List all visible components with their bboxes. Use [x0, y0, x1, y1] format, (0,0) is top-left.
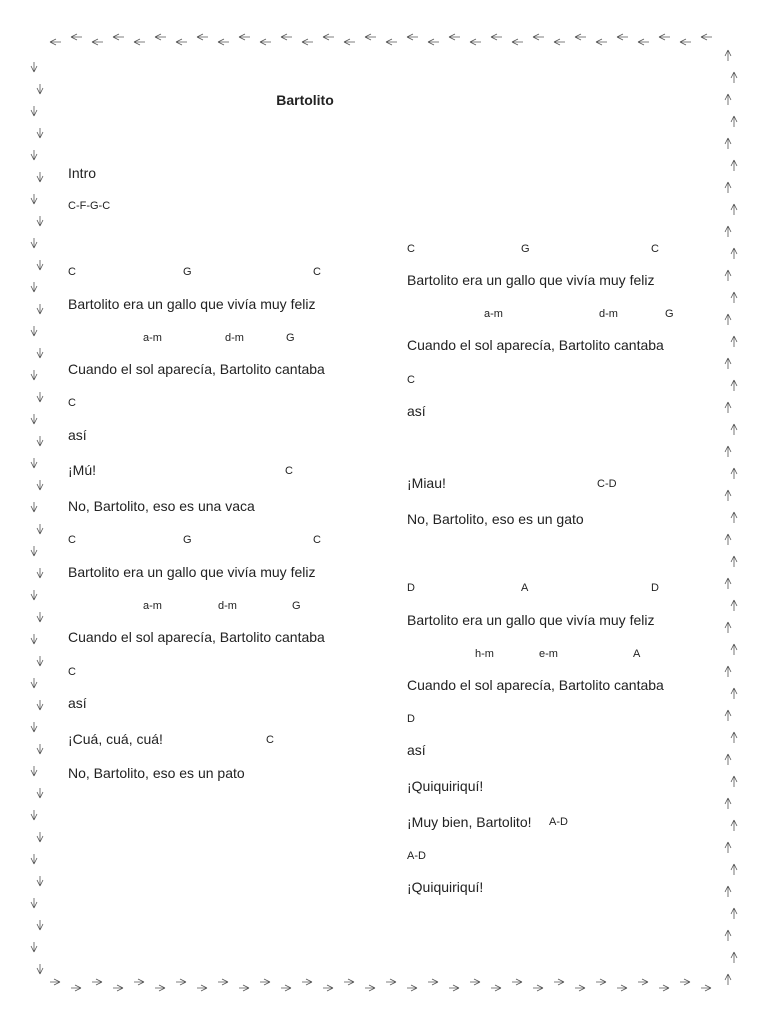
border-mark [731, 292, 737, 303]
border-mark [31, 282, 37, 292]
chord: a-m [143, 600, 162, 612]
border-mark [554, 979, 564, 985]
border-mark [680, 979, 690, 985]
chord: G [521, 243, 530, 255]
border-mark [37, 656, 43, 666]
border-mark [725, 622, 731, 633]
border-mark [731, 600, 737, 611]
border-mark [31, 502, 37, 512]
border-mark [725, 842, 731, 853]
lyric-line: Bartolito era un gallo que vivía muy feliz [407, 612, 655, 628]
chord: C [68, 534, 76, 546]
border-mark [725, 710, 731, 721]
chord: C [68, 666, 76, 678]
border-mark [731, 336, 737, 347]
border-mark [31, 458, 37, 468]
border-mark [725, 886, 731, 897]
border-mark [731, 952, 737, 963]
border-mark [239, 985, 249, 991]
border-mark [659, 34, 670, 40]
border-mark [533, 34, 544, 40]
border-mark [725, 358, 731, 369]
border-mark [731, 864, 737, 875]
border-mark [701, 985, 711, 991]
chord: a-m [484, 308, 503, 320]
border-mark [731, 468, 737, 479]
rooster-sound: ¡Quiquiriquí! [407, 879, 484, 895]
lyric-line: No, Bartolito, eso es un pato [68, 765, 245, 781]
border-mark [37, 700, 43, 710]
border-mark [302, 979, 312, 985]
border-mark [596, 979, 606, 985]
lyric-line: Cuando el sol aparecía, Bartolito cantaba [407, 337, 664, 353]
border-mark [617, 34, 628, 40]
border-mark [92, 979, 102, 985]
animal-sound: ¡Mú! [68, 462, 96, 478]
border-mark [302, 39, 313, 45]
border-mark [31, 942, 37, 952]
border-mark [731, 820, 737, 831]
border-mark [725, 490, 731, 501]
border-mark [31, 238, 37, 248]
chord: C [285, 465, 293, 477]
border-mark [428, 979, 438, 985]
chord: G [183, 534, 192, 546]
chord: C [407, 243, 415, 255]
border-mark [37, 216, 43, 226]
chord: C [68, 397, 76, 409]
lyric-line: No, Bartolito, eso es una vaca [68, 498, 255, 514]
border-mark [512, 979, 522, 985]
chord: D [407, 713, 415, 725]
border-mark [31, 194, 37, 204]
border-mark [31, 414, 37, 424]
border-mark [731, 116, 737, 127]
chord: C [68, 266, 76, 278]
border-mark [725, 270, 731, 281]
border-mark [725, 138, 731, 149]
border-mark [31, 62, 37, 72]
border-mark [470, 979, 480, 985]
lyric-line: así [407, 403, 426, 419]
border-mark [31, 370, 37, 380]
chord: h-m [475, 648, 494, 660]
border-mark [260, 979, 270, 985]
chord: C [313, 266, 321, 278]
lyric-line: así [407, 742, 426, 758]
border-mark [31, 766, 37, 776]
lyric-line: Bartolito era un gallo que vivía muy feliz [68, 564, 316, 580]
border-mark [92, 39, 103, 45]
animal-sound: ¡Cuá, cuá, cuá! [68, 731, 163, 747]
border-mark [113, 985, 123, 991]
border-mark [155, 34, 166, 40]
border-mark [37, 788, 43, 798]
border-mark [197, 34, 208, 40]
chord: a-m [143, 332, 162, 344]
border-mark [725, 798, 731, 809]
chord: D [407, 582, 415, 594]
border-mark [407, 985, 417, 991]
border-mark [386, 979, 396, 985]
chord: D [651, 582, 659, 594]
border-mark [31, 106, 37, 116]
border-mark [491, 34, 502, 40]
border-mark [31, 854, 37, 864]
border-mark [37, 480, 43, 490]
border-mark [31, 150, 37, 160]
lyric-line: así [68, 695, 87, 711]
border-mark [731, 248, 737, 259]
border-mark [725, 974, 731, 985]
border-mark [725, 402, 731, 413]
border-mark [37, 568, 43, 578]
intro-label: Intro [68, 165, 97, 181]
chord: C [651, 243, 659, 255]
border-mark [449, 985, 459, 991]
border-mark [731, 556, 737, 567]
border-mark [575, 34, 586, 40]
border-mark [725, 534, 731, 545]
border-mark [344, 39, 355, 45]
border-mark [37, 392, 43, 402]
border-mark [731, 72, 737, 83]
chord: d-m [599, 308, 618, 320]
border-mark [725, 666, 731, 677]
chord: G [286, 332, 295, 344]
border-mark [31, 678, 37, 688]
border-mark [323, 985, 333, 991]
border-mark [407, 34, 418, 40]
chord: d-m [218, 600, 237, 612]
border-mark [50, 979, 60, 985]
chord: G [665, 308, 674, 320]
border-mark [37, 128, 43, 138]
border-mark [197, 985, 207, 991]
border-mark [725, 314, 731, 325]
border-mark [155, 985, 165, 991]
border-mark [365, 34, 376, 40]
lyric-line: No, Bartolito, eso es un gato [407, 511, 584, 527]
border-mark [31, 898, 37, 908]
border-mark [134, 979, 144, 985]
border-mark [731, 644, 737, 655]
chord: C [313, 534, 321, 546]
chord: G [292, 600, 301, 612]
border-mark [134, 39, 145, 45]
border-mark [731, 424, 737, 435]
border-mark [725, 578, 731, 589]
border-mark [71, 34, 82, 40]
intro-chords: C-F-G-C [68, 200, 111, 212]
border-mark [260, 39, 271, 45]
border-mark [731, 512, 737, 523]
border-mark [323, 34, 334, 40]
border-mark [731, 732, 737, 743]
border-mark [239, 34, 250, 40]
border-mark [37, 524, 43, 534]
chord: C [266, 734, 274, 746]
border-mark [449, 34, 460, 40]
chord: A [521, 582, 529, 594]
border-mark [701, 34, 712, 40]
border-mark [638, 39, 649, 45]
lyric-line: ¡Muy bien, Bartolito! [407, 814, 532, 830]
border-mark [37, 744, 43, 754]
border-mark [491, 985, 501, 991]
border-mark [218, 39, 229, 45]
border-mark [113, 34, 124, 40]
border-mark [37, 260, 43, 270]
lyric-line: Cuando el sol aparecía, Bartolito cantaba [68, 629, 325, 645]
border-mark [725, 446, 731, 457]
border-mark [731, 688, 737, 699]
border-mark [37, 920, 43, 930]
lyric-line: Bartolito era un gallo que vivía muy feliz [407, 272, 655, 288]
lyric-line: Cuando el sol aparecía, Bartolito cantaba [407, 677, 664, 693]
border-mark [37, 612, 43, 622]
border-mark [37, 832, 43, 842]
border-mark [428, 39, 439, 45]
border-mark [731, 380, 737, 391]
chord: A [633, 648, 641, 660]
border-mark [512, 39, 523, 45]
border-mark [365, 985, 375, 991]
border-mark [731, 160, 737, 171]
border-mark [725, 94, 731, 105]
border-mark [659, 985, 669, 991]
border-mark [680, 39, 691, 45]
border-mark [617, 985, 627, 991]
border-mark [31, 590, 37, 600]
chord: A-D [407, 850, 426, 862]
border-mark [50, 39, 61, 45]
border-mark [731, 908, 737, 919]
border-mark [533, 985, 543, 991]
border-mark [31, 810, 37, 820]
border-mark [725, 50, 731, 61]
lyric-line: Cuando el sol aparecía, Bartolito cantaba [68, 361, 325, 377]
border-mark [731, 776, 737, 787]
border-mark [31, 326, 37, 336]
border-mark [37, 436, 43, 446]
lyric-line: así [68, 427, 87, 443]
border-mark [176, 39, 187, 45]
border-mark [470, 39, 481, 45]
border-mark [37, 876, 43, 886]
border-mark [344, 979, 354, 985]
border-mark [37, 304, 43, 314]
border-mark [176, 979, 186, 985]
border-mark [596, 39, 607, 45]
rooster-sound: ¡Quiquiriquí! [407, 778, 484, 794]
chord: C-D [597, 478, 617, 490]
border-mark [37, 84, 43, 94]
border-mark [725, 754, 731, 765]
song-title: Bartolito [276, 92, 334, 108]
border-mark [218, 979, 228, 985]
border-mark [386, 39, 397, 45]
border-mark [31, 634, 37, 644]
lyric-line: Bartolito era un gallo que vivía muy feliz [68, 296, 316, 312]
border-mark [31, 546, 37, 556]
border-mark [37, 172, 43, 182]
border-mark [725, 182, 731, 193]
border-mark [725, 226, 731, 237]
border-mark [37, 348, 43, 358]
chord: C [407, 374, 415, 386]
chord: e-m [539, 648, 558, 660]
border-mark [37, 964, 43, 974]
animal-sound: ¡Miau! [407, 475, 446, 491]
border-mark [281, 34, 292, 40]
border-mark [731, 204, 737, 215]
border-mark [31, 722, 37, 732]
border-mark [554, 39, 565, 45]
chord: G [183, 266, 192, 278]
border-mark [725, 930, 731, 941]
chord: A-D [549, 816, 568, 828]
border-mark [638, 979, 648, 985]
chord: d-m [225, 332, 244, 344]
border-mark [575, 985, 585, 991]
border-mark [71, 985, 81, 991]
border-mark [281, 985, 291, 991]
